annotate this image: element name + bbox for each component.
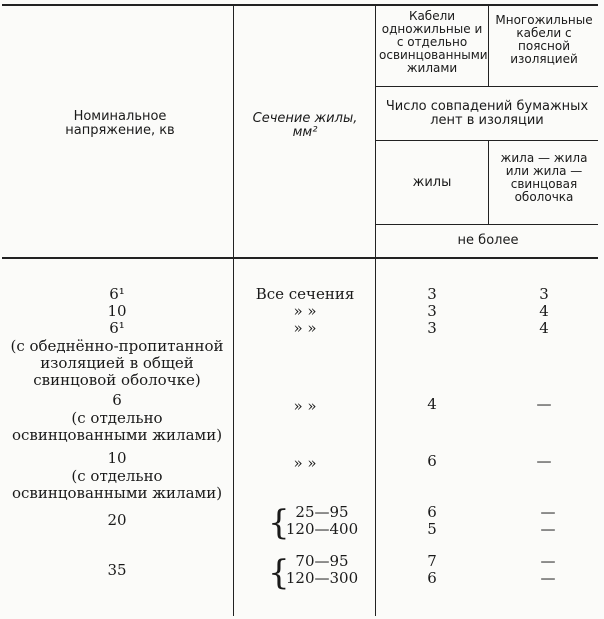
row4-voltage: 6 bbox=[112, 391, 122, 409]
row5-multi: — bbox=[536, 452, 552, 470]
row7-section-2: 120—300 bbox=[285, 569, 359, 587]
header-coincidences: Число совпадений бумажных лент в изоляции bbox=[385, 99, 589, 128]
table-top-border bbox=[2, 4, 598, 6]
header-core-core: жила — жила или жила — свинцовая оболочка bbox=[500, 151, 588, 204]
row2-section: » » bbox=[293, 302, 317, 320]
row2-voltage: 10 bbox=[107, 302, 127, 320]
row4-section: » » bbox=[293, 397, 317, 415]
header-hline-1 bbox=[375, 86, 598, 87]
row3-single: 3 bbox=[427, 319, 437, 337]
row6-voltage: 20 bbox=[107, 511, 127, 529]
row3-note: (с обеднённо-пропитанной изоляцией в общей свинцовой оболочке) bbox=[10, 337, 224, 389]
row7-section-1: 70—95 bbox=[295, 552, 349, 570]
row7-multi-2: — bbox=[540, 569, 556, 587]
row5-section: » » bbox=[293, 454, 317, 472]
row6-section-2: 120—400 bbox=[285, 520, 359, 538]
column-divider-1 bbox=[233, 4, 234, 616]
header-hline-2 bbox=[375, 140, 598, 141]
row7-brace: { bbox=[268, 553, 290, 593]
row6-single-1: 6 bbox=[427, 503, 437, 521]
row1-section: Все сечения bbox=[255, 285, 355, 303]
row5-voltage: 10 bbox=[107, 449, 127, 467]
row7-single-1: 7 bbox=[427, 552, 437, 570]
row4-multi: — bbox=[536, 395, 552, 413]
row6-brace: { bbox=[268, 503, 290, 543]
header-hline-3 bbox=[375, 224, 598, 225]
row1-multi: 3 bbox=[539, 285, 549, 303]
header-section: Сечение жилы, мм² bbox=[252, 111, 358, 140]
header-subdivider-mid bbox=[488, 140, 489, 224]
header-max: не более bbox=[457, 233, 519, 248]
row6-section-1: 25—95 bbox=[295, 503, 349, 521]
row3-voltage: 6¹ bbox=[109, 319, 125, 337]
header-voltage: Номинальное напряжение, кв bbox=[65, 109, 175, 138]
row6-multi-1: — bbox=[540, 503, 556, 521]
row7-single-2: 6 bbox=[427, 569, 437, 587]
row4-note: (с отдельно освинцованными жилами) bbox=[11, 409, 223, 444]
row2-single: 3 bbox=[427, 302, 437, 320]
row7-multi-1: — bbox=[540, 552, 556, 570]
row5-single: 6 bbox=[427, 452, 437, 470]
row1-voltage: 6¹ bbox=[109, 285, 125, 303]
row6-multi-2: — bbox=[540, 520, 556, 538]
row6-single-2: 5 bbox=[427, 520, 437, 538]
row5-note: (с отдельно освинцованными жилами) bbox=[11, 467, 223, 502]
header-bottom-border bbox=[2, 257, 598, 259]
header-multi-core: Многожильные кабели с поясной изоляцией bbox=[495, 13, 593, 66]
row3-multi: 4 bbox=[539, 319, 549, 337]
header-subdivider-top bbox=[488, 4, 489, 86]
header-cores: жилы bbox=[412, 175, 452, 190]
row4-single: 4 bbox=[427, 395, 437, 413]
header-single-core: Кабели одножильные и с отдельно освинцованными жилами bbox=[379, 9, 488, 75]
row2-multi: 4 bbox=[539, 302, 549, 320]
row3-section: » » bbox=[293, 319, 317, 337]
row7-voltage: 35 bbox=[107, 561, 127, 579]
row1-single: 3 bbox=[427, 285, 437, 303]
